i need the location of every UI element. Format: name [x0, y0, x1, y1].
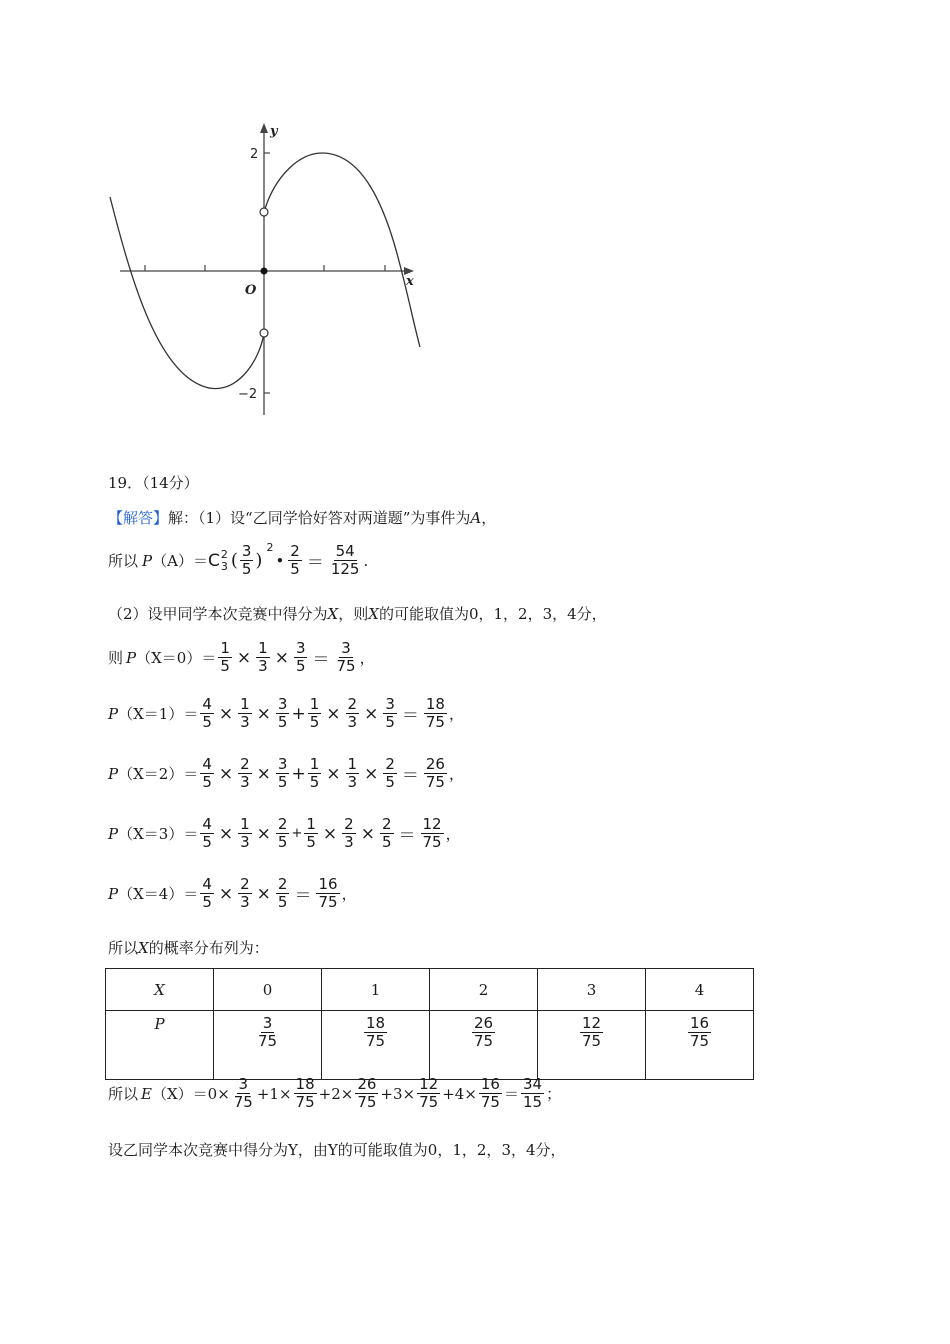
- fraction: $\frac{3}{75}$: [233, 1075, 253, 1112]
- fraction: $\frac{2}{3}$: [240, 755, 250, 792]
- fraction: $\frac{2}{5}$: [381, 815, 392, 852]
- fraction: $\frac{1}{5}$: [309, 695, 320, 732]
- fraction: $\frac{1}{5}$: [306, 815, 316, 852]
- fraction: $\frac{54}{125}$: [330, 542, 360, 579]
- origin-label: O: [245, 283, 257, 298]
- table-row: [106, 1011, 754, 1080]
- expectation-line: 所以 E （X）＝0× $\frac{3}{75}$ +1× $\frac{18}{75}$ +2× $\frac{26}{75}$ +3× $\frac{12}{75}$ +4× $\frac{16}{75}$ ＝ $\frac{34}{15}$ ；: [108, 1075, 562, 1112]
- fraction: $\frac{18}{75}$: [295, 1075, 315, 1112]
- fraction: $\frac{2}{3}$: [344, 815, 354, 852]
- answer-intro: 解：（1）设“乙同学恰好答对两道题”为事件为: [168, 509, 471, 527]
- table-header-cell: 1: [322, 969, 430, 1011]
- fraction: $\frac{2}{3}$: [347, 695, 358, 732]
- table-row: [106, 969, 754, 1011]
- fraction: $\frac{1}{5}$: [220, 639, 230, 676]
- answer-tag: 【解答】: [108, 509, 169, 527]
- fraction: $\frac{4}{5}$: [202, 755, 212, 792]
- open-point-lower: [260, 329, 268, 337]
- distribution-table: [105, 968, 754, 1080]
- fraction: $\frac{1}{3}$: [240, 695, 250, 732]
- fraction: $\frac{3}{5}$: [385, 695, 395, 732]
- right-branch-curve: [264, 153, 420, 347]
- fraction: $\frac{4}{5}$: [202, 695, 212, 732]
- table-cell: $\frac{26}{75}$: [430, 1011, 538, 1080]
- combination: C 2 3: [207, 547, 228, 573]
- fraction: $\frac{3}{5}$: [241, 542, 252, 579]
- table-cell: $\frac{16}{75}$: [646, 1011, 754, 1080]
- y-tick-label-bottom: −2: [238, 387, 258, 402]
- fraction: $\frac{1}{5}$: [309, 755, 320, 792]
- fraction: $\frac{1}{3}$: [347, 755, 358, 792]
- p-x2-line: P （X＝2）＝ $\frac{4}{5}$ × $\frac{2}{3}$ × $\frac{3}{5}$ + $\frac{1}{5}$ × $\frac{1}{3}$ × $\frac{2}{5}$ ＝ $\frac{26}{75}$ ，: [108, 755, 464, 792]
- table-header-cell: 2: [430, 969, 538, 1011]
- fraction: $\frac{2}{5}$: [290, 542, 300, 579]
- fraction: $\frac{12}{75}$: [419, 1075, 439, 1112]
- p-x3-line: P （X＝3）＝ $\frac{4}{5}$ × $\frac{1}{3}$ × $\frac{2}{5}$ + $\frac{1}{5}$ × $\frac{2}{3}$ × $\frac{2}{5}$ ＝ $\frac{12}{75}$ ，: [108, 815, 461, 852]
- fraction: $\frac{3}{5}$: [277, 695, 288, 732]
- x-axis-label: x: [406, 274, 414, 289]
- y-axis-label: y: [270, 124, 278, 139]
- fraction: $\frac{34}{15}$: [523, 1075, 543, 1112]
- function-graph: [100, 115, 430, 425]
- fraction: $\frac{16}{75}$: [318, 875, 338, 912]
- fraction: $\frac{2}{5}$: [385, 755, 395, 792]
- y-tick-label-top: 2: [250, 147, 259, 162]
- p-x1-line: P （X＝1）＝ $\frac{4}{5}$ × $\frac{1}{3}$ × $\frac{3}{5}$ + $\frac{1}{5}$ × $\frac{2}{3}$ × $\frac{3}{5}$ ＝ $\frac{18}{75}$ ，: [108, 695, 464, 732]
- p-x4-line: P （X＝4）＝ $\frac{4}{5}$ × $\frac{2}{3}$ × $\frac{2}{5}$ ＝ $\frac{16}{75}$ ，: [108, 875, 357, 912]
- fraction: $\frac{16}{75}$: [480, 1075, 500, 1112]
- y-variable-line: 设乙同学本次竞赛中得分为Y，由Y的可能取值为0，1，2，3，4分，: [108, 1141, 566, 1159]
- table-cell: $\frac{18}{75}$: [322, 1011, 430, 1080]
- fraction: $\frac{2}{5}$: [277, 815, 288, 852]
- table-header-cell: 4: [646, 969, 754, 1011]
- table-row-label: P: [106, 1011, 214, 1080]
- fraction: $\frac{18}{75}$: [425, 695, 445, 732]
- table-cell: $\frac{3}{75}$: [214, 1011, 322, 1080]
- part2-intro-line: （2）设甲同学本次竞赛中得分为 X ，则 X 的可能取值为0，1，2，3，4分，: [108, 604, 607, 623]
- distribution-intro: 所以 X 的概率分布列为：: [108, 938, 269, 957]
- fraction: $\frac{26}{75}$: [357, 1075, 377, 1112]
- fraction: $\frac{3}{75}$: [336, 639, 356, 676]
- fraction: $\frac{3}{5}$: [295, 639, 306, 676]
- p-x0-line: 则 P （X＝0）＝ $\frac{1}{5}$ × $\frac{1}{3}$ × $\frac{3}{5}$ ＝ $\frac{3}{75}$ ，: [108, 639, 375, 676]
- origin-point: [261, 268, 268, 275]
- left-branch-curve: [110, 197, 264, 389]
- event-symbol: A: [470, 508, 482, 527]
- problem-number: 19．（14分）: [108, 474, 199, 492]
- fraction: $\frac{4}{5}$: [202, 875, 212, 912]
- table-cell: $\frac{12}{75}$: [538, 1011, 646, 1080]
- table-header-cell: 0: [214, 969, 322, 1011]
- fraction: $\frac{2}{3}$: [240, 875, 250, 912]
- fraction: $\frac{4}{5}$: [202, 815, 212, 852]
- table-header-cell: 3: [538, 969, 646, 1011]
- open-point-upper: [260, 208, 268, 216]
- answer-intro-line: 【解答】 解：（1）设“乙同学恰好答对两道题”为事件为 A ，: [108, 508, 497, 527]
- part1-line: 所以 P （A）＝ C 2 3 ( $\frac{3}{5}$ ) 2 • $\frac{2}{5}$ ＝ $\frac{54}{125}$ .: [108, 541, 369, 579]
- table-header-cell: X: [106, 969, 214, 1011]
- fraction: $\frac{12}{75}$: [422, 815, 442, 852]
- fraction: $\frac{1}{3}$: [258, 639, 268, 676]
- fraction: $\frac{2}{5}$: [277, 875, 288, 912]
- fraction: $\frac{1}{3}$: [240, 815, 250, 852]
- y-axis-arrow: [260, 123, 268, 133]
- fraction: $\frac{26}{75}$: [425, 755, 445, 792]
- fraction: $\frac{3}{5}$: [277, 755, 288, 792]
